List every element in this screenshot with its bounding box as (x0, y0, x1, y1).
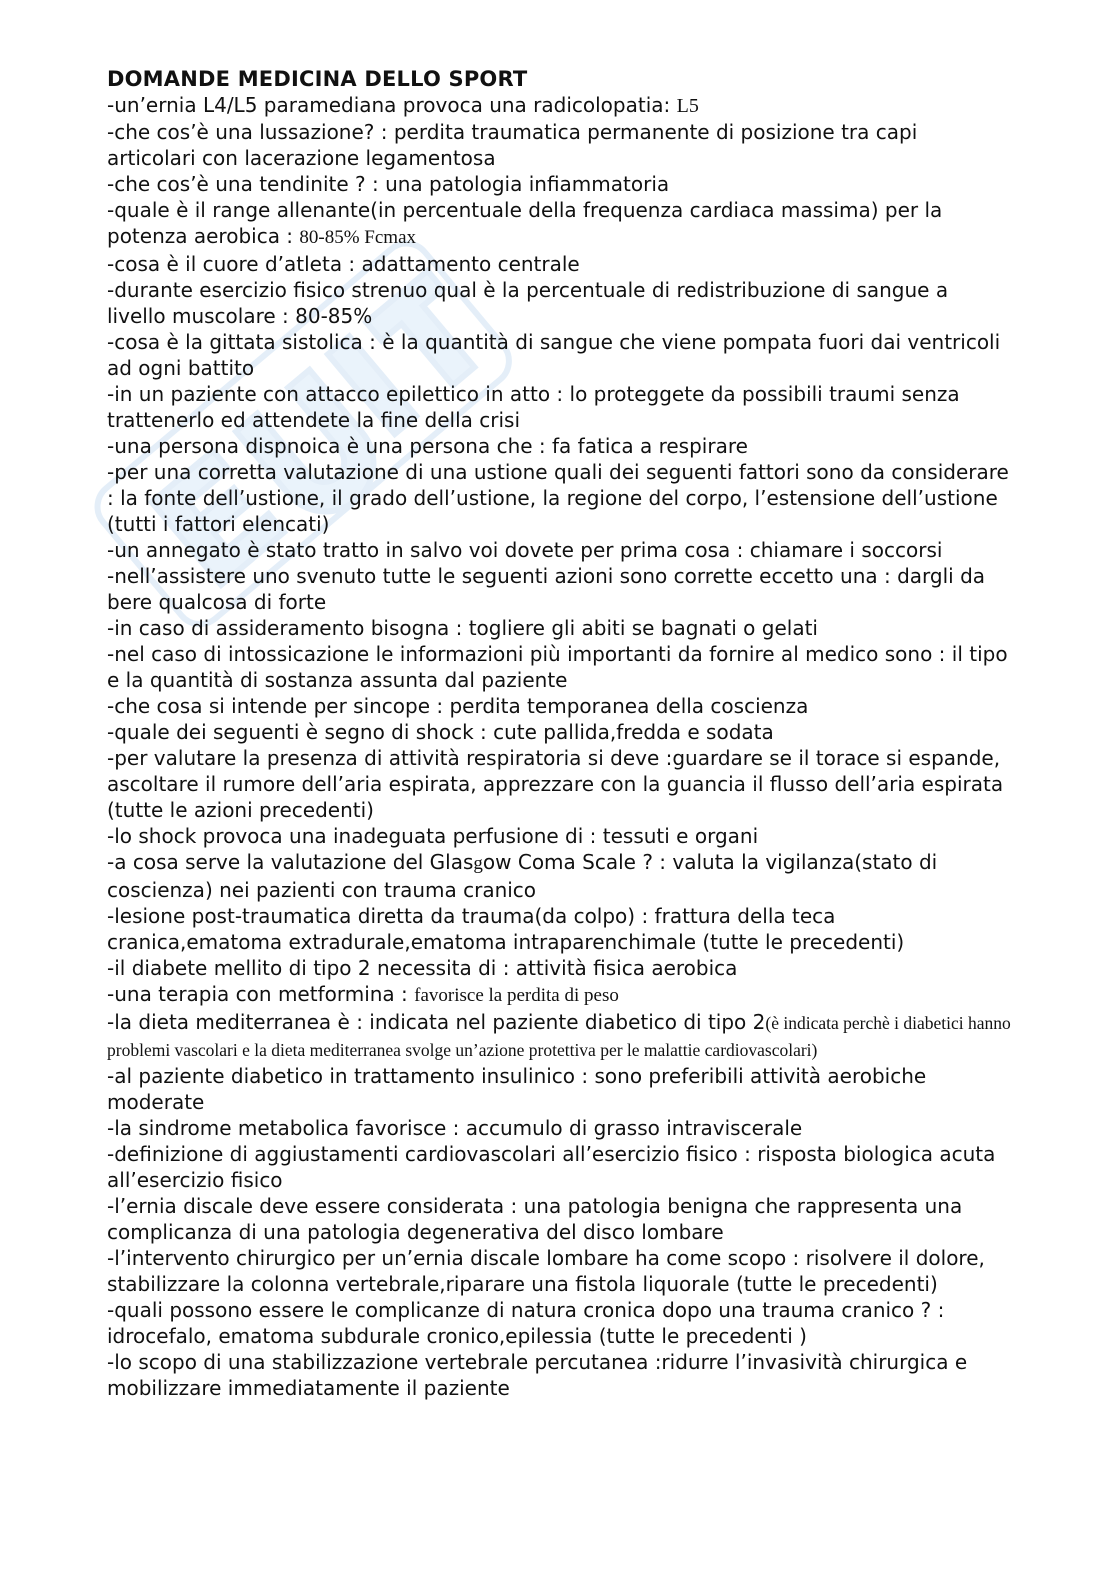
list-item (107, 329, 1012, 381)
item-text: -un annegato è stato tratto in salvo voi dovete per prima cosa : chiamare i soccorsi (107, 538, 943, 562)
item-text: -che cos’è una tendinite ? : una patologia infiammatoria (107, 172, 670, 196)
list-item (107, 459, 1012, 537)
list-item (107, 119, 1012, 171)
item-text: -lesione post-traumatica diretta da trauma(da colpo) : frattura della teca cranica,ematoma extradurale,ematoma intraparenchimale (tutte le precedenti) (107, 904, 905, 954)
list-item (107, 563, 1012, 615)
item-text: -in un paziente con attacco epilettico in atto : lo proteggete da possibili traumi senza trattenerlo ed attendete la fine della crisi (107, 382, 960, 432)
list-item (107, 197, 1012, 251)
item-text: -l’ernia discale deve essere considerata : una patologia benigna che rappresenta una complicanza di una patologia degenerativa del disco lombare (107, 1194, 963, 1244)
item-text: -la sindrome metabolica favorisce : accumulo di grasso intraviscerale (107, 1116, 803, 1140)
item-text: -al paziente diabetico in trattamento insulinico : sono preferibili attività aerobiche moderate (107, 1064, 927, 1114)
list-item (107, 1245, 1012, 1297)
item-text: -per valutare la presenza di attività respiratoria si deve :guardare se il torace si espande, ascoltare il rumore dell’aria espirata, apprezzare con la guancia il flusso dell’aria espirata (tutte le azioni precedenti) (107, 746, 1004, 822)
list-item (107, 433, 1012, 459)
item-text: -una terapia con metformina : (107, 982, 415, 1006)
item-text: -cosa è il cuore d’atleta : adattamento centrale (107, 252, 580, 276)
item-text: -a cosa serve la valutazione del Glas (107, 850, 474, 874)
item-text: -una persona dispnoica è una persona che : fa fatica a respirare (107, 434, 748, 458)
list-item (107, 1063, 1012, 1115)
list-item (107, 381, 1012, 433)
list-item (107, 719, 1012, 745)
list-item (107, 537, 1012, 563)
item-text: -quale è il range allenante(in percentuale della frequenza cardiaca massima) per la potenza aerobica : (107, 198, 943, 248)
item-text-glyph: g (473, 853, 483, 874)
list-item (107, 1141, 1012, 1193)
list-item (107, 251, 1012, 277)
item-text: -che cosa si intende per sincope : perdita temporanea della coscienza (107, 694, 809, 718)
item-answer: favorisce la perdita di peso (414, 985, 619, 1006)
document-title: DOMANDE MEDICINA DELLO SPORT (107, 67, 528, 91)
item-answer: (è indicata perchè i diabetici hanno problemi vascolari e la dieta mediterranea svolge un’azione protettiva per le malattie cardiovascolari) (107, 1013, 1011, 1060)
item-text: -nell’assistere uno svenuto tutte le seguenti azioni sono corrette eccetto una : dargli da bere qualcosa di forte (107, 564, 986, 614)
item-text: -per una corretta valutazione di una ustione quali dei seguenti fattori sono da considerare : la fonte dell’ustione, il grado dell’ustione, la regione del corpo, l’estensione dell’ustione (tutti i fattori elencati) (107, 460, 1009, 536)
item-text: -che cos’è una lussazione? : perdita traumatica permanente di posizione tra capi articolari con lacerazione legamentosa (107, 120, 918, 170)
list-item (107, 171, 1012, 197)
list-item (107, 1297, 1012, 1349)
item-text: -durante esercizio fisico strenuo qual è la percentuale di redistribuzione di sangue a livello muscolare : 80-85% (107, 278, 949, 328)
list-item (107, 823, 1012, 849)
list-item (107, 641, 1012, 693)
list-item (107, 981, 1012, 1009)
list-item (107, 693, 1012, 719)
item-text: -in caso di assideramento bisogna : togliere gli abiti se bagnati o gelati (107, 616, 818, 640)
list-item (107, 903, 1012, 955)
list-item (107, 615, 1012, 641)
item-text: -l’intervento chirurgico per un’ernia discale lombare ha come scopo : risolvere il dolore, stabilizzare la colonna vertebrale,riparare una fistola liquorale (tutte le precedenti) (107, 1246, 985, 1296)
list-item (107, 955, 1012, 981)
item-text: -un’ernia L4/L5 paramediana provoca una radicolopatia: (107, 93, 677, 117)
list-item (107, 1115, 1012, 1141)
list-item (107, 1349, 1012, 1401)
item-text: -lo shock provoca una inadeguata perfusione di : tessuti e organi (107, 824, 759, 848)
list-item (107, 1193, 1012, 1245)
list-item (107, 1009, 1012, 1063)
question-list (107, 92, 1012, 1401)
list-item (107, 849, 1012, 903)
item-text: -nel caso di intossicazione le informazioni più importanti da fornire al medico sono : il tipo e la quantità di sostanza assunta dal paziente (107, 642, 1008, 692)
item-text: ow Coma Scale ? : valuta la vigilanza(stato di coscienza) nei pazienti con trauma cranico (107, 850, 938, 902)
document-page (107, 66, 1012, 1401)
list-item (107, 277, 1012, 329)
item-text: -la dieta mediterranea è : indicata nel paziente diabetico di tipo 2 (107, 1010, 766, 1034)
item-text: -quali possono essere le complicanze di natura cronica dopo una trauma cranico ? : idrocefalo, ematoma subdurale cronico,epilessia (tutte le precedenti ) (107, 1298, 945, 1348)
item-text: -quale dei seguenti è segno di shock : cute pallida,fredda e sodata (107, 720, 774, 744)
list-item (107, 92, 1012, 119)
list-item (107, 745, 1012, 823)
item-answer: 80-85% Fcmax (299, 227, 417, 248)
item-answer: L5 (676, 95, 699, 117)
item-text: -il diabete mellito di tipo 2 necessita di : attività fisica aerobica (107, 956, 738, 980)
item-text: -cosa è la gittata sistolica : è la quantità di sangue che viene pompata fuori dai ventricoli ad ogni battito (107, 330, 1001, 380)
item-text: -definizione di aggiustamenti cardiovascolari all’esercizio fisico : risposta biologica acuta all’esercizio fisico (107, 1142, 996, 1192)
item-text: -lo scopo di una stabilizzazione vertebrale percutanea :ridurre l’invasività chirurgica e mobilizzare immediatamente il paziente (107, 1350, 968, 1400)
